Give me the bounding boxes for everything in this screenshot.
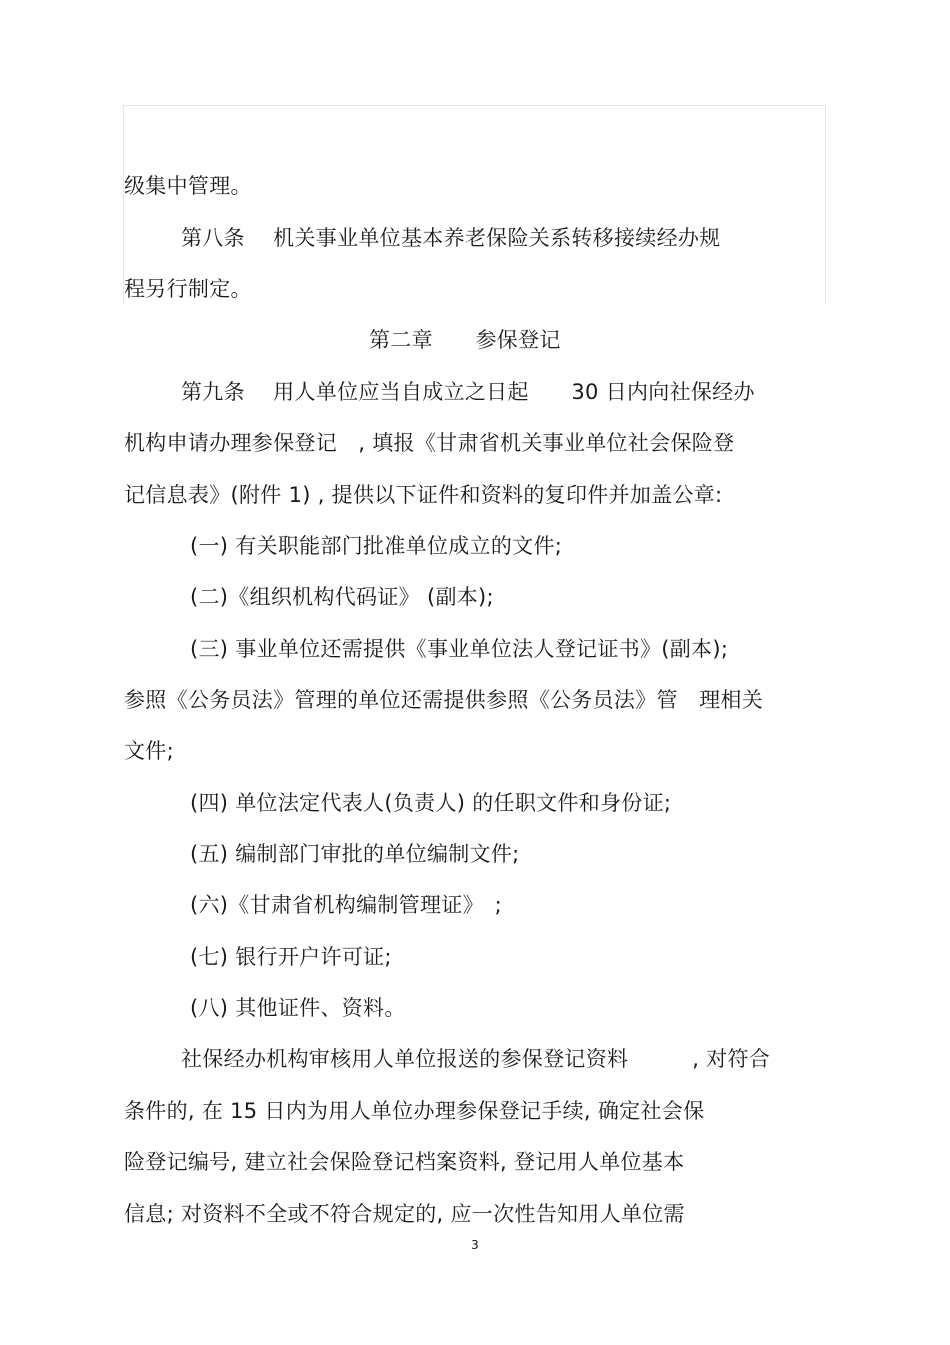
list-item: (五) 编制部门审批的单位编制文件; <box>190 842 520 866</box>
list-item: (三) 事业单位还需提供《事业单位法人登记证书》(副本); <box>190 637 729 661</box>
paragraph-line: 级集中管理。 <box>124 174 252 198</box>
chapter-title: 第二章 参保登记 <box>369 328 561 352</box>
list-item: (七) 银行开户许可证; <box>190 945 392 969</box>
list-item: (八) 其他证件、资料。 <box>190 996 406 1020</box>
paragraph-line: 参照《公务员法》管理的单位还需提供参照《公务员法》管 理相关 <box>124 688 763 712</box>
list-item: (二)《组织机构代码证》 (副本); <box>190 585 494 609</box>
list-item: (四) 单位法定代表人(负责人) 的任职文件和身份证; <box>190 791 672 815</box>
article-8-heading: 第八条 机关事业单位基本养老保险关系转移接续经办规 <box>181 226 721 250</box>
paragraph-line: 记信息表》(附件 1) , 提供以下证件和资料的复印件并加盖公章: <box>124 483 723 507</box>
paragraph-line: 程另行制定。 <box>124 277 252 301</box>
list-item: (一) 有关职能部门批准单位成立的文件; <box>190 534 563 558</box>
paragraph-line: 机构申请办理参保登记 , 填报《甘肃省机关事业单位社会保险登 <box>124 431 735 455</box>
paragraph-line: 条件的, 在 15 日内为用人单位办理参保登记手续, 确定社会保 <box>124 1099 705 1123</box>
paragraph-line: 社保经办机构审核用人单位报送的参保登记资料 , 对符合 <box>181 1047 771 1071</box>
list-item: (六)《甘肃省机构编制管理证》 ; <box>190 893 503 917</box>
paragraph-line: 险登记编号, 建立社会保险登记档案资料, 登记用人单位基本 <box>124 1150 685 1174</box>
text-frame-border <box>123 105 826 305</box>
paragraph-line: 信息; 对资料不全或不符合规定的, 应一次性告知用人单位需 <box>124 1202 685 1226</box>
paragraph-line: 文件; <box>124 739 174 763</box>
page-number: 3 <box>471 1238 479 1252</box>
article-9-heading: 第九条 用人单位应当自成立之日起 30 日内向社保经办 <box>181 380 755 404</box>
